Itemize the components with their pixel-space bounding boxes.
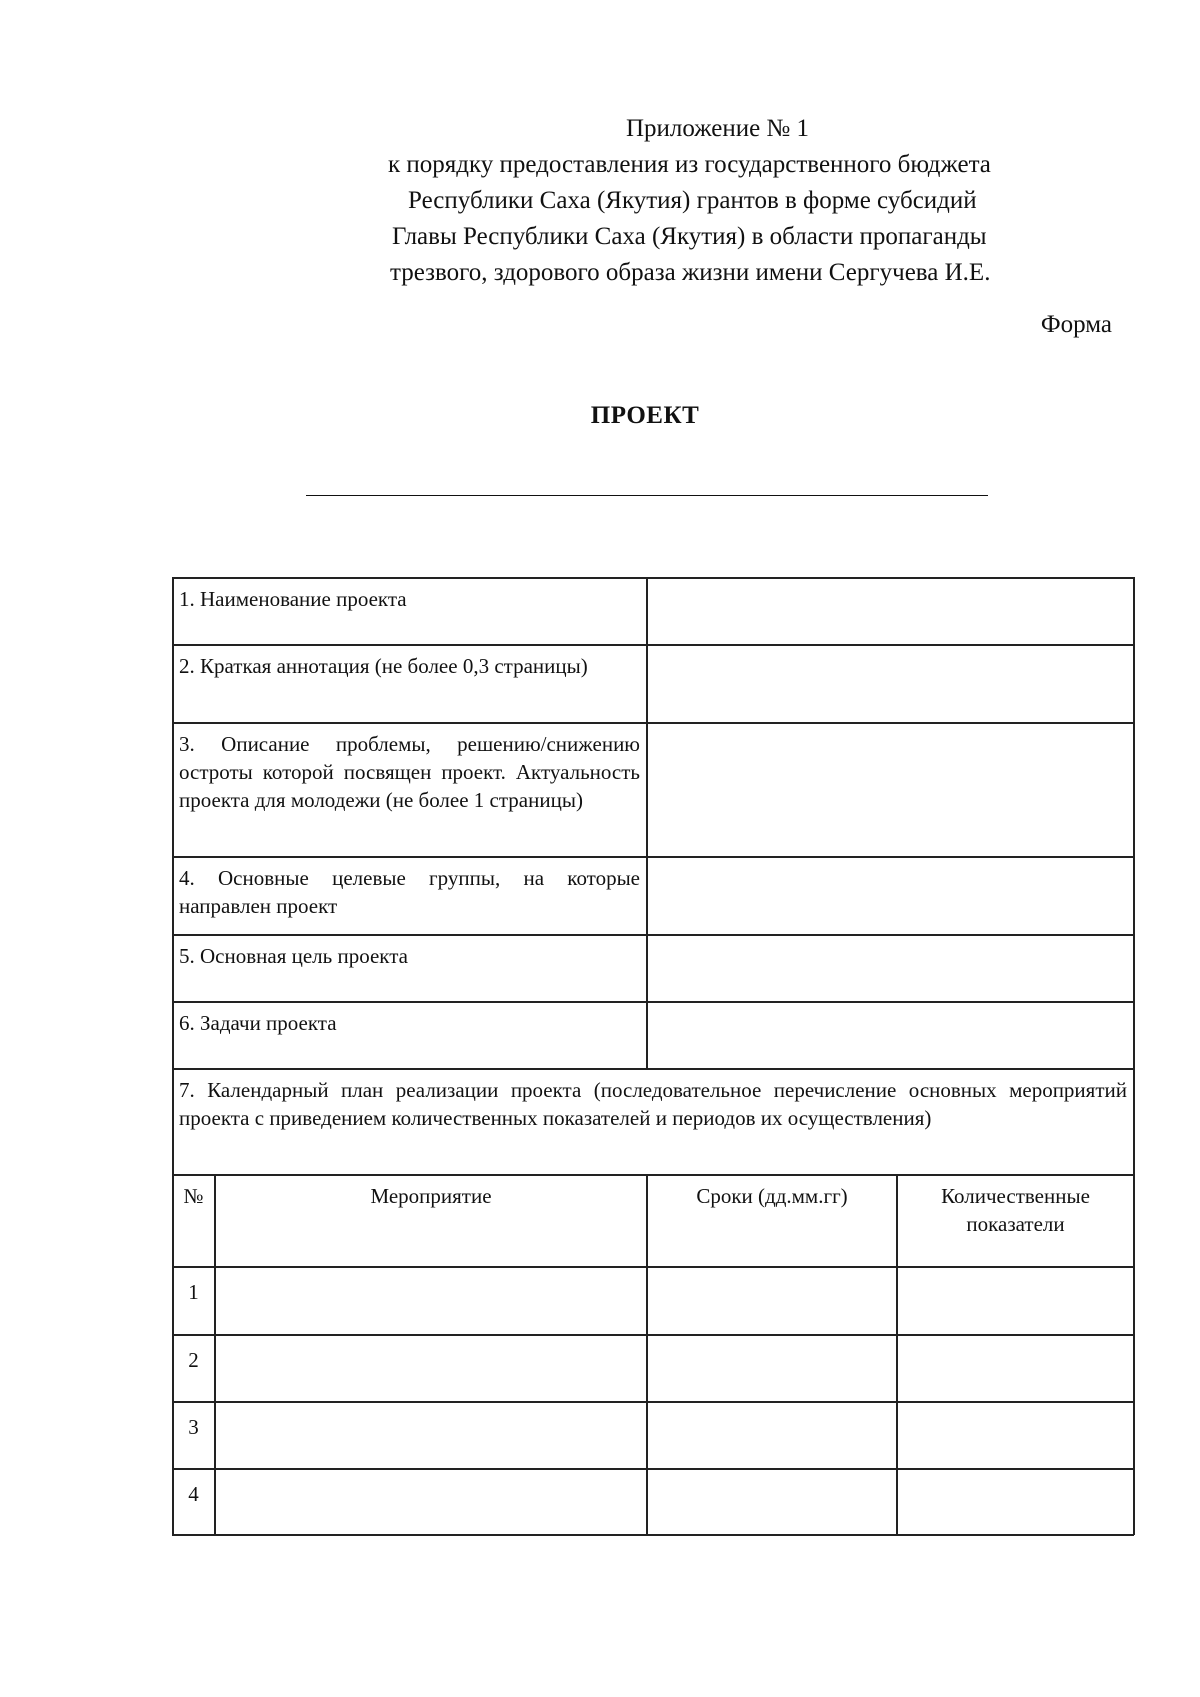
calendar-plan-heading: 7. Календарный план реализации проекта (последовательное перечисление основных мероприятий проекта с приведением количественных показателей и периодов их осуществления) [179,1078,1127,1130]
row-label-annotation: 2. Краткая аннотация (не более 0,3 страницы) [179,654,588,678]
plan-row-number: 3 [188,1415,199,1439]
plan-row-event[interactable] [215,1334,647,1401]
plan-row-number: 1 [188,1280,199,1304]
appendix-line-1: к порядку предоставления из государственного бюджета [388,151,991,178]
plan-row-event[interactable] [215,1401,647,1468]
row-label-tasks: 6. Задачи проекта [179,1011,337,1035]
plan-row-dates[interactable] [647,1266,897,1334]
row-value-tasks[interactable] [647,1001,1134,1068]
appendix-line-2: Республики Саха (Якутия) грантов в форме субсидий [408,187,977,214]
plan-row-number: 2 [188,1348,199,1372]
appendix-line-3: Главы Республики Саха (Якутия) в области пропаганды [392,223,987,250]
plan-row-dates[interactable] [647,1401,897,1468]
row-value-problem-description[interactable] [647,722,1134,856]
plan-row-dates[interactable] [647,1468,897,1535]
row-label-project-name: 1. Наименование проекта [179,587,407,611]
plan-row-indicators[interactable] [897,1266,1134,1334]
plan-row-indicators[interactable] [897,1334,1134,1401]
appendix-line-4: трезвого, здорового образа жизни имени Сергучева И.Е. [390,259,991,286]
row-value-project-name[interactable] [647,577,1134,644]
column-header-number: № [183,1184,204,1208]
page-title: ПРОЕКТ [590,402,700,429]
plan-row-event[interactable] [215,1266,647,1334]
project-name-blank-line[interactable] [306,495,988,496]
row-value-target-groups[interactable] [647,856,1134,934]
column-header-event: Мероприятие [370,1184,492,1208]
row-label-main-goal: 5. Основная цель проекта [179,944,408,968]
plan-row-indicators[interactable] [897,1401,1134,1468]
plan-row-dates[interactable] [647,1334,897,1401]
row-value-main-goal[interactable] [647,934,1134,1001]
project-form-table [172,577,1134,1535]
row-label-target-groups: 4. Основные целевые группы, на которые направлен проект [179,866,640,918]
form-label: Форма [1040,311,1112,338]
row-label-problem-description: 3. Описание проблемы, решению/снижению остроты которой посвящен проект. Актуальность проекта для молодежи (не более 1 страницы) [179,732,640,812]
column-header-dates: Сроки (дд.мм.гг) [696,1184,848,1208]
column-header-indicators: Количественные показатели [941,1184,1090,1236]
plan-row-indicators[interactable] [897,1468,1134,1535]
plan-row-event[interactable] [215,1468,647,1535]
appendix-number: Приложение № 1 [626,115,810,142]
row-value-annotation[interactable] [647,644,1134,722]
plan-row-number: 4 [188,1482,199,1506]
